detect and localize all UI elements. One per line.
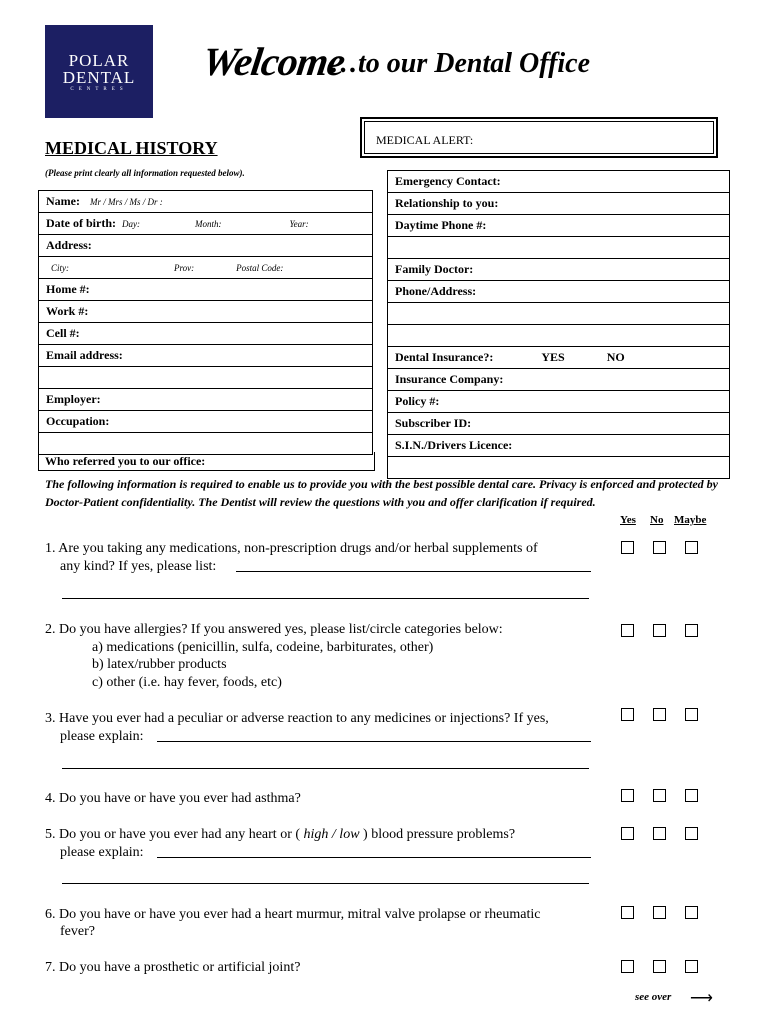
insurance-yes-option[interactable]: YES <box>541 350 565 364</box>
postal-code-label: Postal Code: <box>236 263 284 273</box>
family-doctor-field[interactable] <box>388 259 730 281</box>
yes-column-header: Yes <box>620 514 636 526</box>
question-6-line-2: fever? <box>60 924 95 939</box>
q6-yes-checkbox[interactable] <box>621 906 634 919</box>
medical-alert-box[interactable] <box>360 117 718 158</box>
patient-info-table <box>38 190 373 455</box>
q1-yes-checkbox[interactable] <box>621 541 634 554</box>
policy-label: Policy #: <box>395 394 440 408</box>
name-field[interactable] <box>39 191 373 213</box>
q6-maybe-checkbox[interactable] <box>685 906 698 919</box>
dob-month: Month: <box>194 219 222 229</box>
emergency-contact-field[interactable] <box>388 171 730 193</box>
q2-yes-checkbox[interactable] <box>621 624 634 637</box>
question-4: 4. Do you have or have you ever had asthma? <box>45 791 301 806</box>
daytime-phone-field[interactable] <box>388 215 730 237</box>
q5-maybe-checkbox[interactable] <box>685 827 698 840</box>
email-label: Email address: <box>46 348 123 362</box>
q4-no-checkbox[interactable] <box>653 789 666 802</box>
sin-licence-label: S.I.N./Drivers Licence: <box>395 438 513 452</box>
question-3-answer-line-2[interactable] <box>62 768 589 769</box>
q1-maybe-checkbox[interactable] <box>685 541 698 554</box>
q7-maybe-checkbox[interactable] <box>685 960 698 973</box>
question-3-line-1: 3. Have you ever had a peculiar or adverse reaction to any medicines or injections? If yes, <box>45 711 549 726</box>
address-field[interactable] <box>39 235 373 257</box>
phone-address-field[interactable] <box>388 281 730 303</box>
email-field[interactable] <box>39 345 373 367</box>
employer-label: Employer: <box>46 392 101 406</box>
contact-insurance-table <box>387 170 730 479</box>
occupation-field[interactable] <box>39 411 373 433</box>
daytime-phone-label: Daytime Phone #: <box>395 218 487 232</box>
doctor-blank-field-2[interactable] <box>388 325 730 347</box>
question-5-post: ) blood pressure problems? <box>363 827 516 842</box>
question-2-option-b: b) latex/rubber products <box>92 657 227 672</box>
see-over-label: see over <box>635 991 672 1003</box>
dob-field[interactable] <box>39 213 373 235</box>
home-phone-label: Home #: <box>46 282 90 296</box>
question-7: 7. Do you have a prosthetic or artificial joint? <box>45 960 301 975</box>
dental-insurance-field[interactable] <box>388 347 730 369</box>
subscriber-id-label: Subscriber ID: <box>395 416 472 430</box>
address-label: Address: <box>46 238 92 252</box>
welcome-heading: Welcome <box>199 39 348 84</box>
insurance-no-option[interactable]: NO <box>606 350 625 364</box>
policy-field[interactable] <box>388 391 730 413</box>
question-2-option-a: a) medications (penicillin, sulfa, codeine, barbiturates, other) <box>92 640 434 655</box>
q7-yes-checkbox[interactable] <box>621 960 634 973</box>
dob-day: Day: <box>121 219 140 229</box>
city-prov-postal-field[interactable] <box>39 257 373 279</box>
name-hint: Mr / Mrs / Ms / Dr : <box>89 197 163 207</box>
medical-alert-inner-border <box>364 121 714 154</box>
maybe-column-header: Maybe <box>674 514 707 526</box>
cell-phone-field[interactable] <box>39 323 373 345</box>
polar-dental-logo <box>45 25 153 118</box>
cell-phone-label: Cell #: <box>46 326 80 340</box>
q3-no-checkbox[interactable] <box>653 708 666 721</box>
question-5-line-2: please explain: <box>60 845 144 860</box>
prov-label: Prov: <box>174 263 195 273</box>
question-5-high-low: high / low <box>300 827 364 842</box>
city-label: City: <box>51 263 69 273</box>
question-1-line-2: any kind? If yes, please list: <box>60 559 217 574</box>
question-1-line-1: 1. Are you taking any medications, non-prescription drugs and/or herbal supplements of <box>45 541 538 556</box>
family-doctor-label: Family Doctor: <box>395 262 474 276</box>
question-1-answer-line-2[interactable] <box>62 598 589 599</box>
home-phone-field[interactable] <box>39 279 373 301</box>
page-title: MEDICAL HISTORY <box>45 138 218 158</box>
employer-field[interactable] <box>39 389 373 411</box>
logo-line-2: DENTAL <box>62 68 136 87</box>
privacy-intro: The following information is required to enable us to provide you with the best possible dental care. Privacy is enforced and protected by Doctor-Patient confidentiality. The Dentist will review the questions with you and offer clarification if required. <box>45 477 718 509</box>
q1-no-checkbox[interactable] <box>653 541 666 554</box>
phone-address-label: Phone/Address: <box>395 284 477 298</box>
dob-label: Date of birth: <box>46 216 116 230</box>
question-3-line-2: please explain: <box>60 729 144 744</box>
subscriber-id-field[interactable] <box>388 413 730 435</box>
q7-no-checkbox[interactable] <box>653 960 666 973</box>
question-2-option-c: c) other (i.e. hay fever, foods, etc) <box>92 675 282 690</box>
q3-yes-checkbox[interactable] <box>621 708 634 721</box>
q2-no-checkbox[interactable] <box>653 624 666 637</box>
name-label: Name: <box>46 194 80 208</box>
question-5-line-1 <box>45 826 515 844</box>
dob-year: Year: <box>289 219 309 229</box>
referred-label: Who referred you to our office: <box>45 454 206 468</box>
relationship-field[interactable] <box>388 193 730 215</box>
insurance-company-field[interactable] <box>388 369 730 391</box>
no-column-header: No <box>650 514 664 526</box>
question-6-line-1: 6. Do you have or have you ever had a heart murmur, mitral valve prolapse or rheumatic <box>45 907 541 922</box>
logo-line-1: POLAR <box>68 51 130 70</box>
insurance-company-label: Insurance Company: <box>395 372 504 386</box>
question-2: 2. Do you have allergies? If you answered yes, please list/circle categories below: <box>45 622 503 637</box>
doctor-blank-field-1[interactable] <box>388 303 730 325</box>
print-note: (Please print clearly all information requested below). <box>45 168 245 178</box>
question-5-answer-line-2[interactable] <box>62 883 589 884</box>
sin-licence-field[interactable] <box>388 435 730 457</box>
q5-yes-checkbox[interactable] <box>621 827 634 840</box>
relationship-label: Relationship to you: <box>395 196 499 210</box>
email-blank-field[interactable] <box>39 367 373 389</box>
welcome-subheading: …to our Dental Office <box>330 48 591 79</box>
emergency-contact-label: Emergency Contact: <box>395 174 501 188</box>
occupation-label: Occupation: <box>46 414 110 428</box>
q4-yes-checkbox[interactable] <box>621 789 634 802</box>
question-5-pre: 5. Do you or have you ever had any heart or ( <box>45 827 301 842</box>
dental-insurance-label: Dental Insurance?: <box>395 350 494 364</box>
work-phone-label: Work #: <box>46 304 89 318</box>
question-5-answer-line[interactable] <box>157 857 591 858</box>
q5-no-checkbox[interactable] <box>653 827 666 840</box>
question-1-answer-line[interactable] <box>236 571 591 572</box>
medical-alert-label: MEDICAL ALERT: <box>376 133 474 147</box>
work-phone-field[interactable] <box>39 301 373 323</box>
daytime-phone-blank-field[interactable] <box>388 237 730 259</box>
q6-no-checkbox[interactable] <box>653 906 666 919</box>
arrow-right-icon: ⟶ <box>690 990 713 1007</box>
question-3-answer-line[interactable] <box>157 741 591 742</box>
q3-maybe-checkbox[interactable] <box>685 708 698 721</box>
q2-maybe-checkbox[interactable] <box>685 624 698 637</box>
logo-line-3: CENTRES <box>70 87 128 92</box>
q4-maybe-checkbox[interactable] <box>685 789 698 802</box>
